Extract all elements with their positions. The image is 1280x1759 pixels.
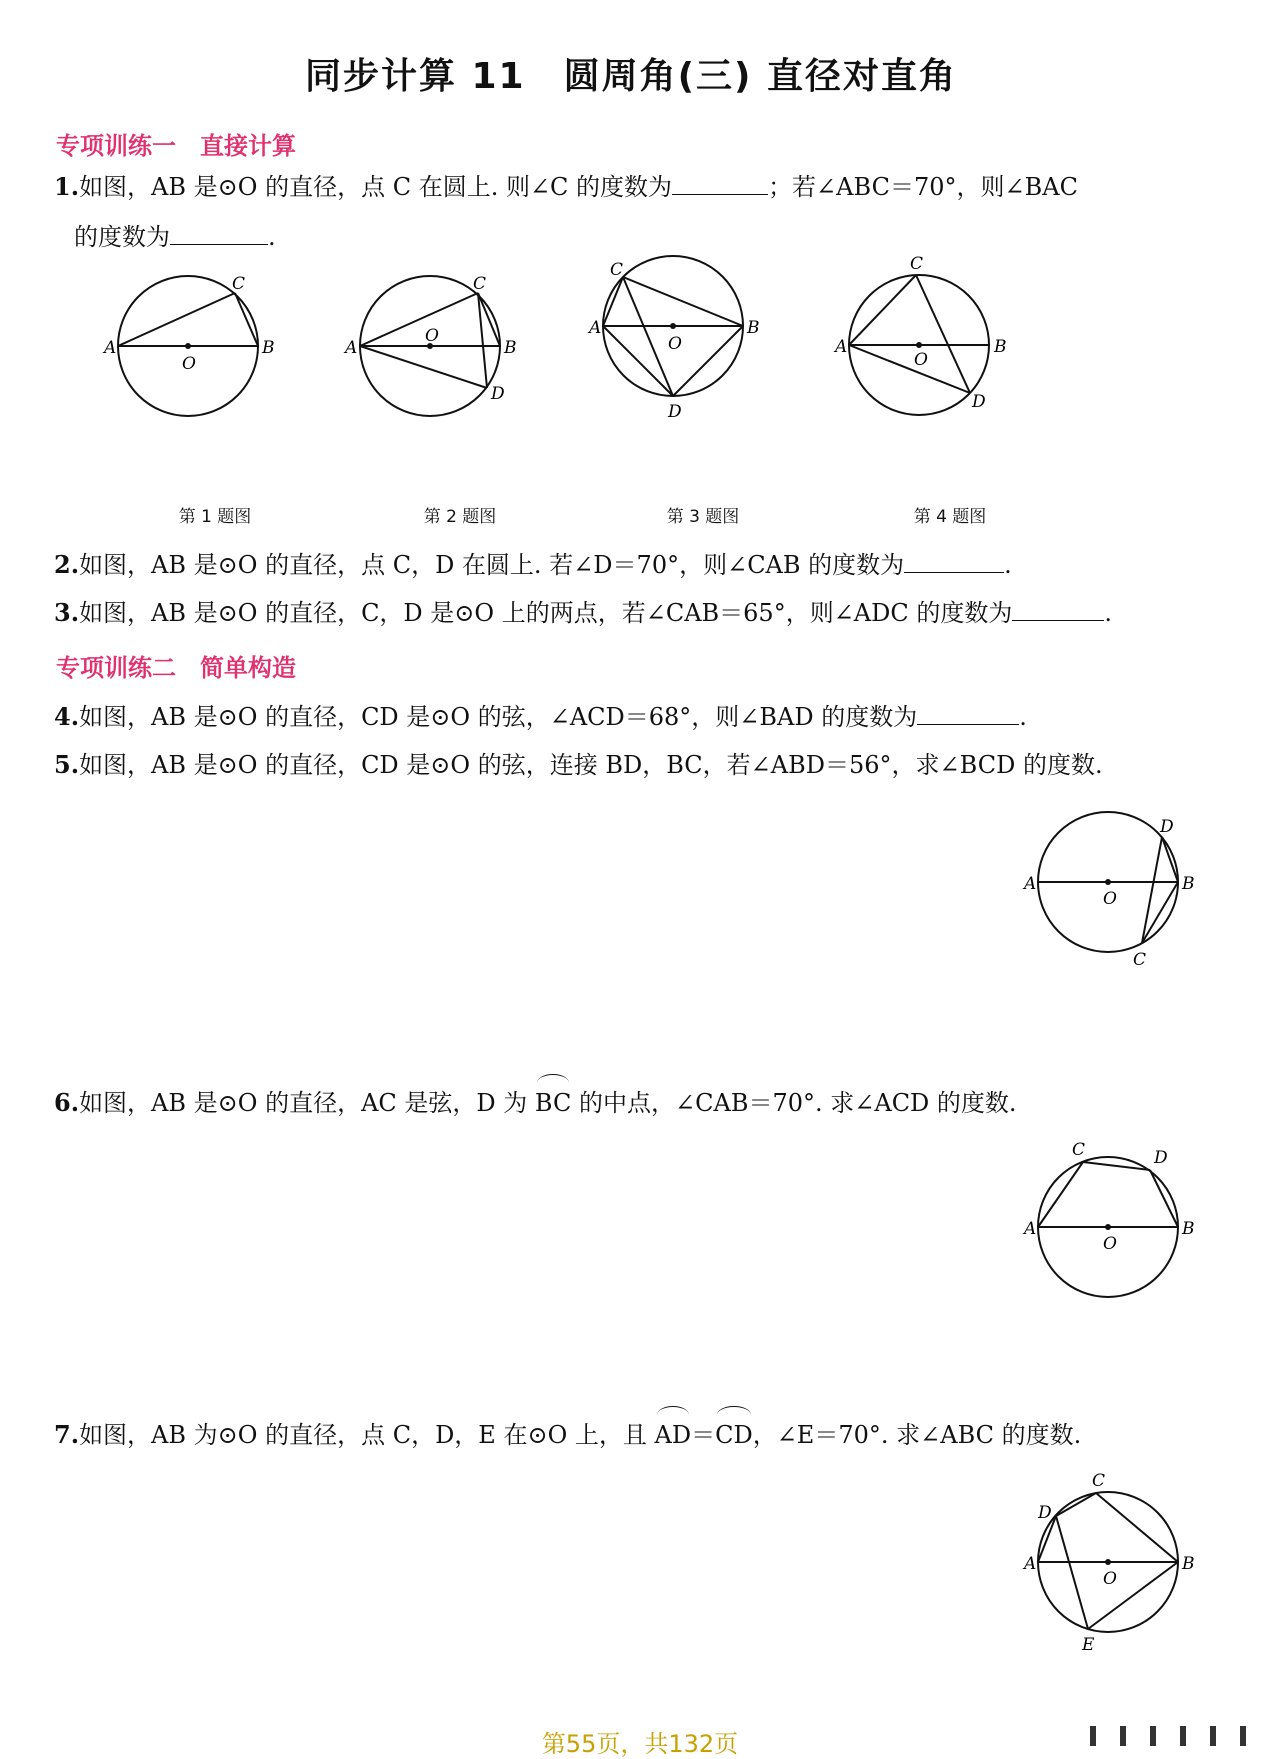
label-b: B — [1182, 874, 1195, 894]
question-5 — [54, 740, 1234, 790]
label-c: C — [232, 274, 246, 294]
center-point — [670, 323, 676, 329]
label-a: A — [589, 318, 602, 338]
label-a: A — [1024, 1554, 1037, 1574]
chord-bd — [1162, 837, 1178, 882]
center-point — [916, 342, 922, 348]
figure-7 — [1008, 1470, 1208, 1660]
label-b: B — [747, 318, 760, 338]
arc-ad: AD — [655, 1410, 692, 1460]
question-text: 的中点，∠CAB＝70°. 求∠ACD 的度数. — [579, 1089, 1017, 1117]
chord-cd — [1083, 1162, 1150, 1170]
question-number: 5. — [54, 750, 80, 779]
arc-cd: CD — [715, 1410, 753, 1460]
question-text: 如图，AB 是⊙O 的直径，AC 是弦，D 为 — [79, 1089, 528, 1117]
figure-3 — [583, 255, 783, 435]
label-d: D — [972, 392, 986, 412]
center-point — [1105, 1224, 1111, 1230]
figure-caption-3: 第 3 题图 — [666, 507, 740, 527]
page-title: 同步计算 11 圆周角(三) 直径对直角 — [304, 56, 958, 97]
answer-blank[interactable] — [917, 694, 1019, 725]
question-number: 3. — [54, 598, 80, 627]
equals-sign: ＝ — [691, 1421, 716, 1449]
question-3 — [54, 588, 1234, 638]
edge-mark — [1180, 1726, 1186, 1746]
question-text: 如图，AB 是⊙O 的直径，点 C 在圆上. 则∠C 的度数为 — [79, 173, 673, 201]
label-d: D — [668, 402, 682, 422]
chord-db — [1150, 1170, 1178, 1227]
question-number: 7. — [54, 1420, 80, 1449]
question-text: . — [268, 223, 276, 251]
question-number: 6. — [54, 1088, 80, 1117]
question-6 — [54, 1078, 1234, 1128]
answer-blank[interactable] — [1012, 590, 1104, 621]
label-a: A — [1024, 1219, 1037, 1239]
question-text: . — [1004, 551, 1012, 579]
label-c: C — [1072, 1140, 1086, 1160]
chord-ad — [360, 346, 487, 388]
chord-cb — [235, 293, 258, 346]
label-o: O — [1103, 889, 1117, 909]
question-text: 如图，AB 是⊙O 的直径，CD 是⊙O 的弦，∠ACD＝68°，则∠BAD 的度数为 — [79, 703, 918, 731]
question-7 — [54, 1410, 1234, 1460]
label-a: A — [345, 338, 358, 358]
question-text: 如图，AB 为⊙O 的直径，点 C，D，E 在⊙O 上，且 — [79, 1421, 647, 1449]
center-point — [1105, 879, 1111, 885]
label-b: B — [262, 338, 275, 358]
question-text: ；若∠ABC＝70°，则∠BAC — [768, 173, 1078, 201]
figure-6 — [1008, 1135, 1208, 1315]
figure-caption-1: 第 1 题图 — [178, 507, 252, 527]
label-c: C — [610, 260, 624, 280]
label-o: O — [1103, 1569, 1117, 1589]
question-text: 的度数为 — [74, 223, 170, 251]
center-point — [185, 343, 191, 349]
chord-dc — [1056, 1493, 1096, 1516]
chord-ac — [1038, 1162, 1083, 1227]
label-o: O — [914, 350, 928, 370]
center-point — [1105, 1559, 1111, 1565]
chord-de — [1056, 1516, 1088, 1629]
label-d: D — [491, 384, 505, 404]
label-e: E — [1082, 1635, 1095, 1655]
answer-blank[interactable] — [904, 542, 1004, 573]
question-text: 如图，AB 是⊙O 的直径，CD 是⊙O 的弦，连接 BD，BC，若∠ABD＝56°，求∠BCD 的度数. — [79, 751, 1103, 779]
label-b: B — [1182, 1219, 1195, 1239]
label-b: B — [994, 337, 1007, 357]
edge-mark — [1210, 1726, 1216, 1746]
figure-caption-2: 第 2 题图 — [423, 507, 497, 527]
section-heading-2: 专项训练二 简单构造 — [56, 654, 296, 682]
question-text: . — [1019, 703, 1027, 731]
question-number: 2. — [54, 550, 80, 579]
edge-mark — [1150, 1726, 1156, 1746]
figure-4 — [832, 255, 1032, 435]
label-b: B — [1182, 1554, 1195, 1574]
label-a: A — [104, 338, 117, 358]
figure-2 — [345, 265, 545, 435]
chord-cd — [478, 293, 487, 388]
label-b: B — [504, 338, 517, 358]
label-c: C — [1133, 950, 1147, 970]
label-c: C — [910, 254, 924, 274]
label-o: O — [425, 326, 439, 346]
label-d: D — [1154, 1148, 1168, 1168]
question-text: . — [1104, 599, 1113, 627]
label-o: O — [182, 354, 196, 374]
chord-ac — [603, 277, 623, 326]
label-o: O — [668, 334, 682, 354]
label-d: D — [1038, 1503, 1052, 1523]
question-1 — [54, 162, 1234, 262]
edge-mark — [1240, 1726, 1246, 1746]
answer-blank[interactable] — [672, 164, 768, 195]
section-heading-1: 专项训练一 直接计算 — [56, 132, 296, 160]
figure-5 — [1008, 790, 1208, 980]
question-text: 如图，AB 是⊙O 的直径，C，D 是⊙O 上的两点，若∠CAB＝65°，则∠ADC 的度数为 — [79, 599, 1013, 627]
question-text: 如图，AB 是⊙O 的直径，点 C，D 在圆上. 若∠D＝70°，则∠CAB 的度数为 — [79, 551, 905, 579]
answer-blank[interactable] — [170, 214, 268, 245]
label-c: C — [1092, 1471, 1106, 1491]
label-c: C — [473, 274, 487, 294]
figure-1 — [100, 265, 300, 435]
edge-mark — [1090, 1726, 1096, 1746]
label-a: A — [835, 337, 848, 357]
question-number: 4. — [54, 702, 80, 731]
label-a: A — [1024, 874, 1037, 894]
arc-bc: BC — [535, 1078, 571, 1128]
label-o: O — [1103, 1234, 1117, 1254]
chord-cb — [1096, 1493, 1178, 1562]
question-2 — [54, 540, 1234, 590]
question-text: ，∠E＝70°. 求∠ABC 的度数. — [752, 1421, 1082, 1449]
label-d: D — [1160, 817, 1174, 837]
question-number: 1. — [54, 172, 80, 201]
chord-eb — [1088, 1562, 1178, 1629]
figure-caption-4: 第 4 题图 — [913, 507, 987, 527]
edge-mark — [1120, 1726, 1126, 1746]
page-number-footer: 第55页，共132页 — [541, 1730, 739, 1758]
question-4 — [54, 692, 1234, 742]
